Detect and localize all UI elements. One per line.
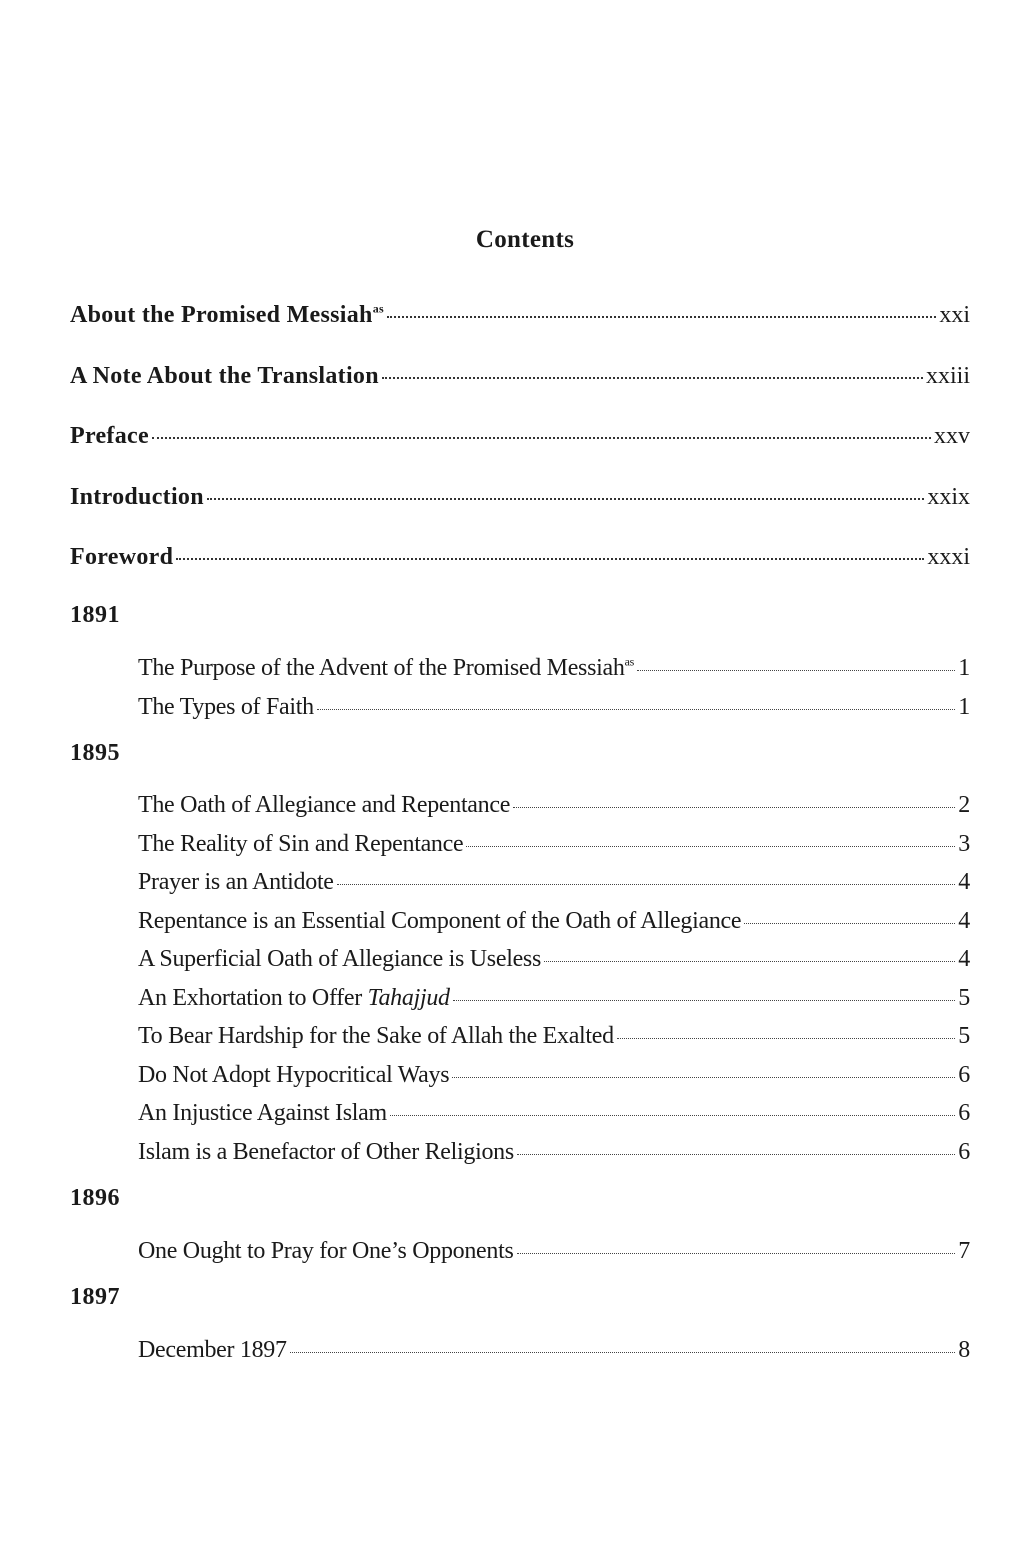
- page-title: Contents: [475, 226, 575, 253]
- toc-entry-label: A Superficial Oath of Allegiance is Useless: [138, 946, 541, 972]
- toc-entry-label: The Oath of Allegiance and Repentance: [138, 792, 511, 818]
- toc-entry-label: The Types of Faith: [138, 694, 314, 720]
- toc-page-number: 6: [958, 1100, 970, 1126]
- dot-leader: [517, 1234, 956, 1258]
- toc-entry[interactable]: [138, 1234, 970, 1265]
- toc-entry-label: Do Not Adopt Hypocritical Ways: [138, 1062, 450, 1088]
- year-heading-1896: 1896: [70, 1185, 120, 1211]
- year-heading-1897: 1897: [70, 1284, 120, 1310]
- dot-leader: [617, 1019, 955, 1043]
- toc-page-number: 1: [958, 655, 970, 681]
- toc-entry-label: Preface: [70, 423, 149, 449]
- toc-page-number: xxix: [927, 484, 970, 510]
- toc-page-number: 5: [958, 985, 970, 1011]
- toc-page-number: 1: [958, 694, 970, 720]
- toc-entry-label: Islam is a Benefactor of Other Religions: [138, 1139, 514, 1165]
- toc-entry[interactable]: [138, 1058, 970, 1089]
- toc-entry-introduction[interactable]: [70, 480, 970, 511]
- year-heading-1895: 1895: [70, 740, 120, 766]
- toc-page-number: 4: [958, 908, 970, 934]
- toc-entry-label: Foreword: [70, 544, 174, 570]
- toc-entry[interactable]: [138, 788, 970, 819]
- toc-entry-label: The Reality of Sin and Repentance: [138, 831, 464, 857]
- toc-entry-foreword[interactable]: [70, 540, 970, 571]
- toc-page-number: 3: [958, 831, 970, 857]
- toc-page-number: 8: [958, 1337, 970, 1363]
- year-heading-1891: 1891: [70, 602, 120, 628]
- toc-entry[interactable]: [138, 1135, 970, 1166]
- toc-page-number: xxiii: [925, 363, 970, 389]
- toc-entry[interactable]: [138, 942, 970, 973]
- toc-entry-label: December 1897: [138, 1337, 287, 1363]
- toc-entry[interactable]: [138, 865, 970, 896]
- toc-entry-preface[interactable]: [70, 419, 970, 450]
- toc-entry-label: About the Promised Messiah$^{as}$: [70, 301, 384, 328]
- toc-page-number: 5: [958, 1023, 970, 1049]
- toc-entry-label: An Injustice Against Islam: [138, 1100, 387, 1126]
- toc-page-number: xxxi: [927, 544, 970, 570]
- toc-page-number: 2: [958, 792, 970, 818]
- toc-entry[interactable]: [138, 690, 970, 721]
- dot-leader: [517, 1135, 955, 1159]
- toc-entry-label: The Purpose of the Advent of the Promised Messiah$^{as}$: [138, 654, 634, 681]
- toc-entry-label: One Ought to Pray for One’s Opponents: [138, 1238, 514, 1264]
- dot-leader: [453, 981, 956, 1005]
- dot-leader: [513, 788, 955, 812]
- toc-entry-label: To Bear Hardship for the Sake of Allah the Exalted: [138, 1023, 614, 1049]
- dot-leader: [152, 419, 931, 443]
- dot-leader: [176, 540, 924, 564]
- toc-page-number: 6: [958, 1062, 970, 1088]
- toc-entry-label: Repentance is an Essential Component of the Oath of Allegiance: [138, 908, 742, 934]
- toc-entry-label: Introduction: [70, 484, 204, 510]
- dot-leader: [637, 651, 955, 675]
- toc-page-number: 6: [958, 1139, 970, 1165]
- dot-leader: [390, 1096, 955, 1120]
- toc-page-number: xxi: [939, 302, 970, 328]
- dot-leader: [544, 942, 955, 966]
- dot-leader: [337, 865, 956, 889]
- toc-page-number: 4: [958, 869, 970, 895]
- dot-leader: [744, 904, 955, 928]
- toc-page-number: xxv: [934, 423, 970, 449]
- toc-entry-label: A Note About the Translation: [70, 363, 379, 389]
- dot-leader: [290, 1333, 956, 1357]
- toc-entry[interactable]: [138, 1096, 970, 1127]
- toc-entry[interactable]: [138, 651, 970, 682]
- toc-entry[interactable]: [138, 981, 970, 1012]
- dot-leader: [452, 1058, 955, 1082]
- dot-leader: [382, 359, 923, 383]
- toc-entry-label: Prayer is an Antidote: [138, 869, 334, 895]
- dot-leader: [317, 690, 956, 714]
- toc-entry[interactable]: [138, 904, 970, 935]
- toc-entry-translation-note[interactable]: [70, 359, 970, 390]
- toc-page-number: 4: [958, 946, 970, 972]
- dot-leader: [207, 480, 924, 504]
- toc-entry-about-messiah[interactable]: [70, 298, 970, 329]
- toc-entry[interactable]: [138, 1019, 970, 1050]
- toc-entry[interactable]: [138, 1333, 970, 1364]
- toc-entry[interactable]: [138, 827, 970, 858]
- toc-page-number: 7: [958, 1238, 970, 1264]
- dot-leader: [466, 827, 955, 851]
- toc-entry-label: An Exhortation to Offer Tahajjud: [138, 985, 450, 1011]
- dot-leader: [387, 298, 936, 322]
